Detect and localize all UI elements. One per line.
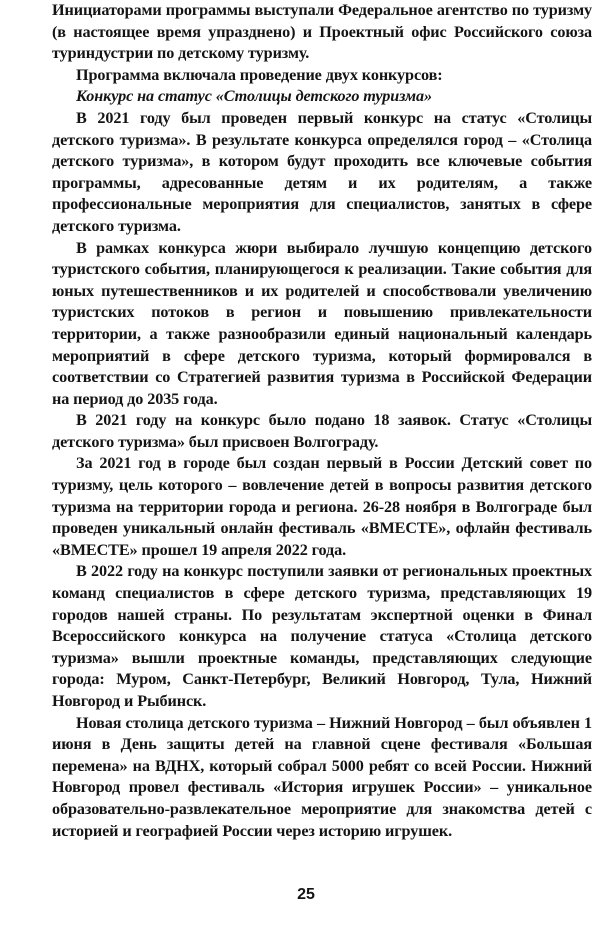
- paragraph-2021-contest: В 2021 году был проведен первый конкурс на статус «Столицы детского туризма». В результате конкурса определялся город – «Столица детского туризма», в котором будут проходить все ключевые события программы, адресованные детям и их родителям, а также профессиональные мероприятия для специалистов, занятых в сфере детского туризма.: [52, 108, 592, 235]
- paragraph-2022-contest: В 2022 году на конкурс поступили заявки от региональных проектных команд специалистов в сфере детского туризма, представляющих 19 городов нашей страны. По результатам экспертной оценки в Финал Всероссийского конкурса на получение статуса «Столица детского туризма» вышли проектные команды, представляющих следующие города: Муром, Санкт-Петербург, Великий Новгород, Тула, Нижний Новгород и Рыбинск.: [52, 562, 592, 710]
- paragraph-nizhny-novgorod: Новая столица детского туризма – Нижний Новгород – был объявлен 1 июня в День защиты детей на главной сцене фестиваля «Большая перемена» на ВДНХ, который собрал 5000 ребят со всей России. Нижний Новгород провел фестиваль «История игрушек России» – уникальное образовательно-развлекательное мероприятие для знакомства детей с историей и географией России через историю игрушек.: [52, 713, 592, 840]
- paragraph-volgograd-council: За 2021 год в городе был создан первый в России Детский совет по туризму, цель которого – вовлечение детей в вопросы развития детского туризма на территории города и региона. 26-28 ноября в Волгограде был проведен уникальный онлайн фестиваль «ВМЕСТЕ», офлайн фестиваль «ВМЕСТЕ» прошел 19 апреля 2022 года.: [52, 454, 592, 559]
- paragraph-jury: В рамках конкурса жюри выбирало лучшую концепцию детского туристского события, планирующегося к реализации. Такие события для юных путешественников и их родителей и способствовали увеличению туристских потоков в регион и повышению привлекательности территории, а также разнообразили единый национальный календарь мероприятий в сфере детского туризма, который формировался в соответствии со Стратегией развития туризма в Российской Федерации на период до 2035 года.: [52, 238, 592, 408]
- paragraph-2021-applications: В 2021 году на конкурс было подано 18 заявок. Статус «Столицы детского туризма» был присвоен Волгограду.: [52, 411, 592, 451]
- section-subheading: Конкурс на статус «Столицы детского туризма»: [76, 87, 432, 106]
- paragraph-initiators: Инициаторами программы выступали Федеральное агентство по туризму (в настоящее время упразднено) и Проектный офис Российского союза туриндустрии по детскому туризму.: [52, 1, 592, 63]
- page-text-body: [52, 0, 592, 842]
- page-number: 25: [297, 886, 315, 903]
- paragraph-program-intro: Программа включала проведение двух конкурсов:: [76, 65, 443, 84]
